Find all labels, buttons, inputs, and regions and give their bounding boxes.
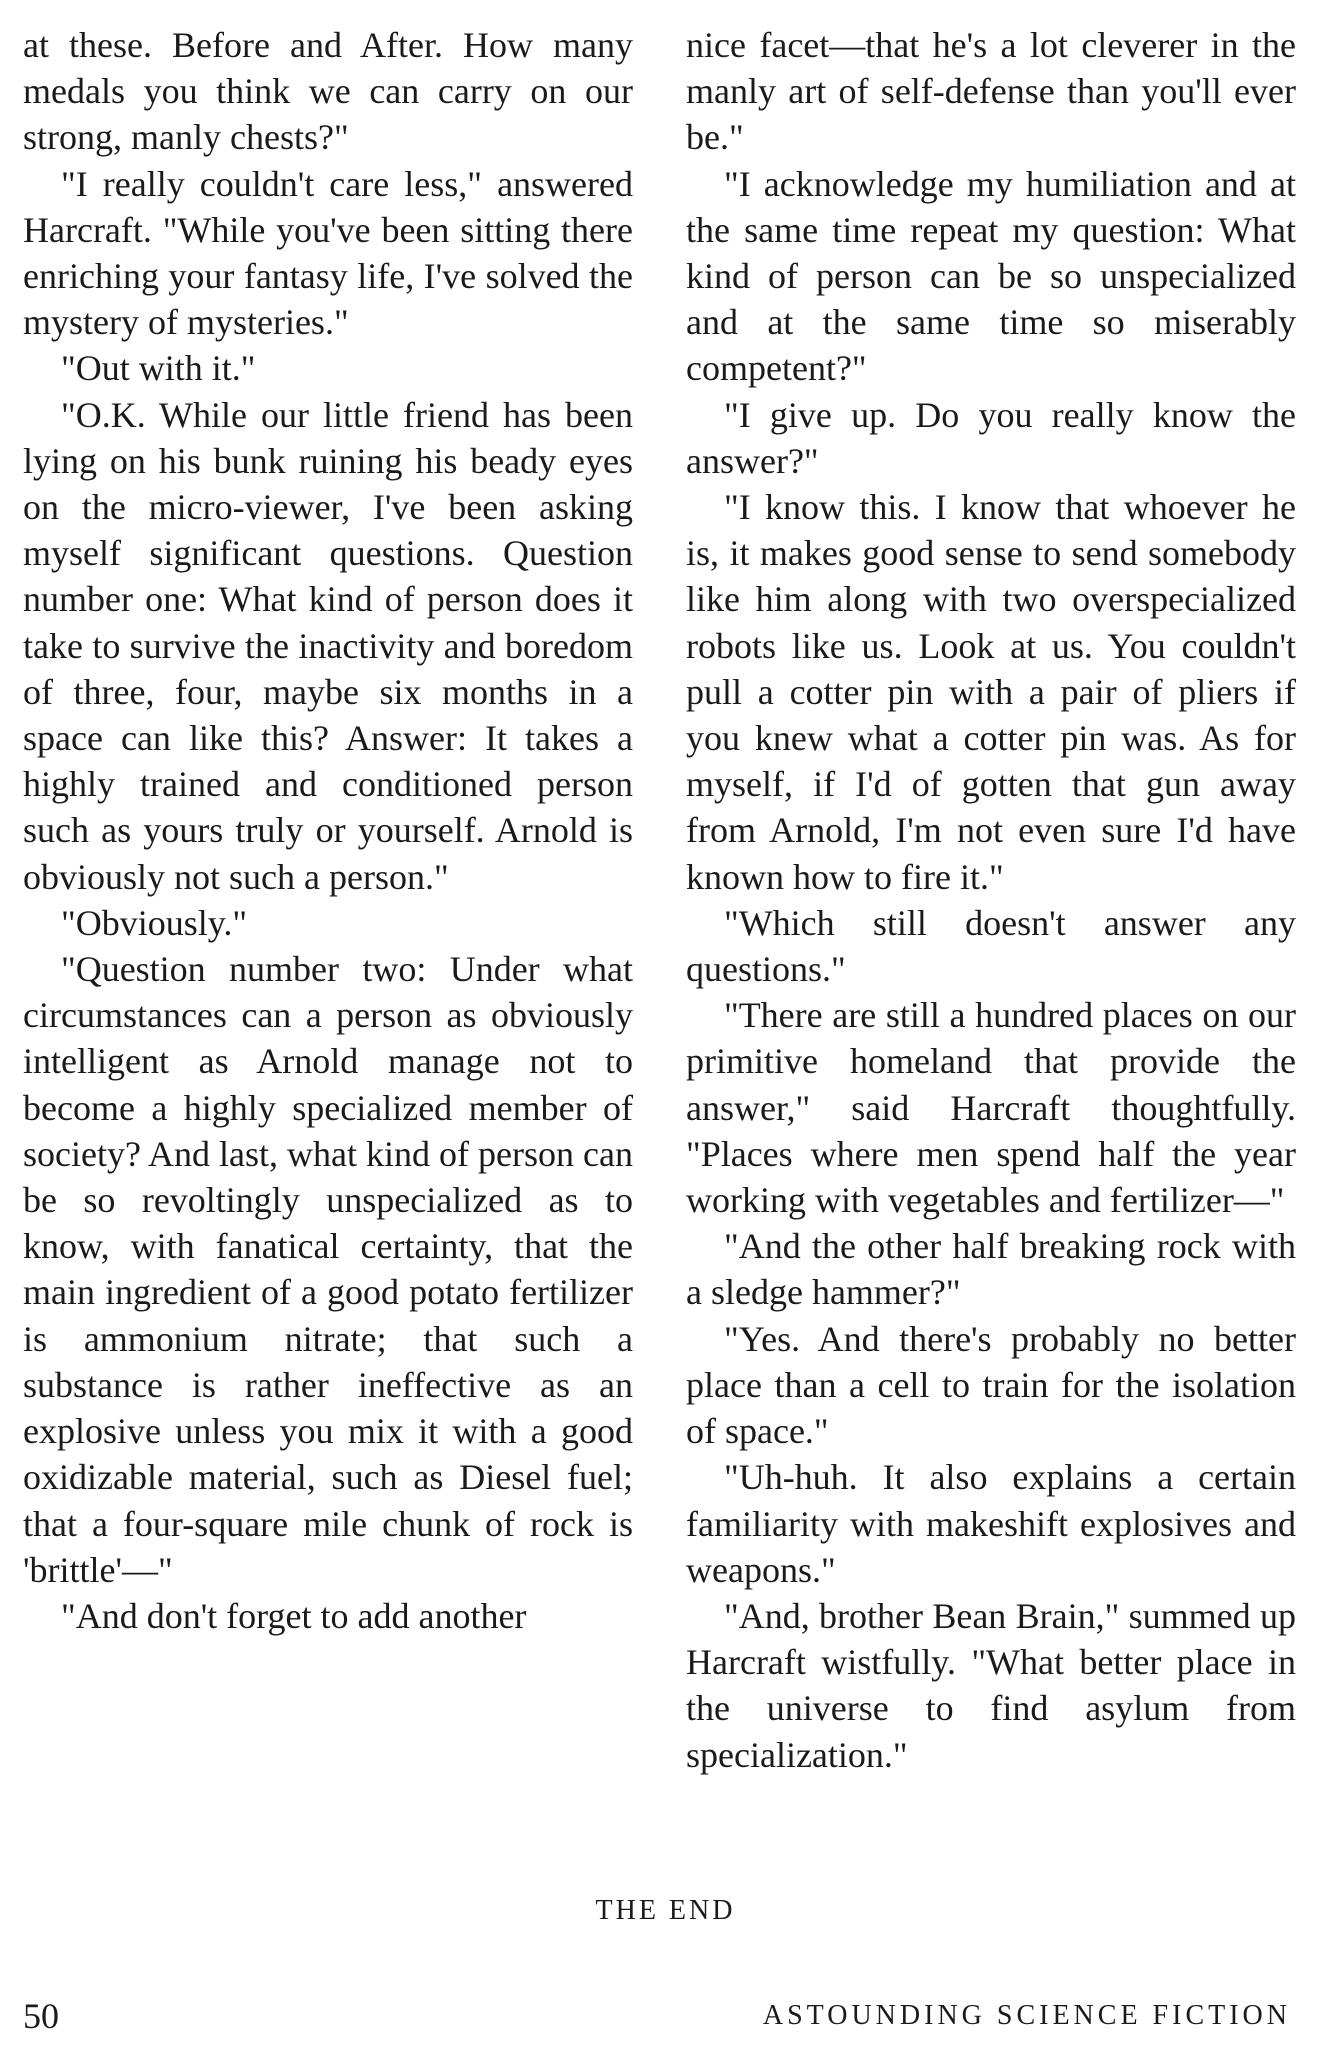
right-column — [686, 22, 1296, 1778]
paragraph: at these. Before and After. How many medals you think we can carry on our strong, manly chests?" — [23, 25, 633, 158]
left-column — [23, 22, 633, 1639]
paragraph: "Yes. And there's probably no better place than a cell to train for the isolation of space." — [686, 1318, 1296, 1452]
paragraph: "There are still a hundred places on our primitive homeland that provide the answer," said Harcraft thoughtfully. "Places where men spend half the year working with vegetables and fertilizer—" — [686, 995, 1296, 1221]
magazine-title: ASTOUNDING SCIENCE FICTION — [762, 2000, 1291, 2031]
paragraph: "I acknowledge my humiliation and at the same time repeat my question: What kind of person can be so unspecialized and at the same time so miserably competent?" — [686, 163, 1296, 389]
the-end-marker: THE END — [595, 1895, 736, 1926]
paragraph: nice facet—that he's a lot cleverer in the manly art of self-defense than you'll ever be." — [686, 25, 1296, 158]
paragraph: "Obviously." — [61, 902, 248, 943]
paragraph: "I give up. Do you really know the answer?" — [686, 394, 1296, 481]
paragraph: "Out with it." — [61, 348, 256, 389]
paragraph: "And don't forget to add another — [61, 1595, 527, 1636]
paragraph: "And, brother Bean Brain," summed up Harcraft wistfully. "What better place in the universe to find asylum from specialization." — [686, 1595, 1296, 1775]
paragraph: "Uh-huh. It also explains a certain familiarity with makeshift explosives and weapons." — [686, 1457, 1296, 1590]
paragraph: "Question number two: Under what circumstances can a person as obviously intelligent as Arnold manage not to become a highly specialized member of society? And last, what kind of person can be so revoltingly unspecialized as to know, with fanatical certainty, that the main ingredient of a good potato fertilizer is ammonium nitrate; that such a substance is rather ineffective as an explosive unless you mix it with a good oxidizable material, such as Diesel fuel; that a four-square mile chunk of rock is 'brittle'—" — [23, 949, 633, 1590]
paragraph: "Which still doesn't answer any questions." — [686, 902, 1296, 990]
paragraph: "I know this. I know that whoever he is, it makes good sense to send somebody like him along with two overspecialized robots like us. Look at us. You couldn't pull a cotter pin with a pair of pliers if you knew what a cotter pin was. As for myself, if I'd of gotten that gun away from Arnold, I'm not even sure I'd have known how to fire it." — [686, 487, 1296, 897]
page-number: 50 — [23, 1996, 59, 2036]
paragraph: "I really couldn't care less," answered Harcraft. "While you've been sitting there enriching your fantasy life, I've solved the mystery of mysteries." — [23, 163, 633, 343]
paragraph: "O.K. While our little friend has been lying on his bunk ruining his beady eyes on the micro-viewer, I've been asking myself significant questions. Question number one: What kind of person does it take to survive the inactivity and boredom of three, four, maybe six months in a space can like this? Answer: It takes a highly trained and conditioned person such as yours truly or yourself. Arnold is obviously not such a person." — [23, 394, 633, 897]
paragraph: "And the other half breaking rock with a sledge hammer?" — [686, 1226, 1296, 1313]
